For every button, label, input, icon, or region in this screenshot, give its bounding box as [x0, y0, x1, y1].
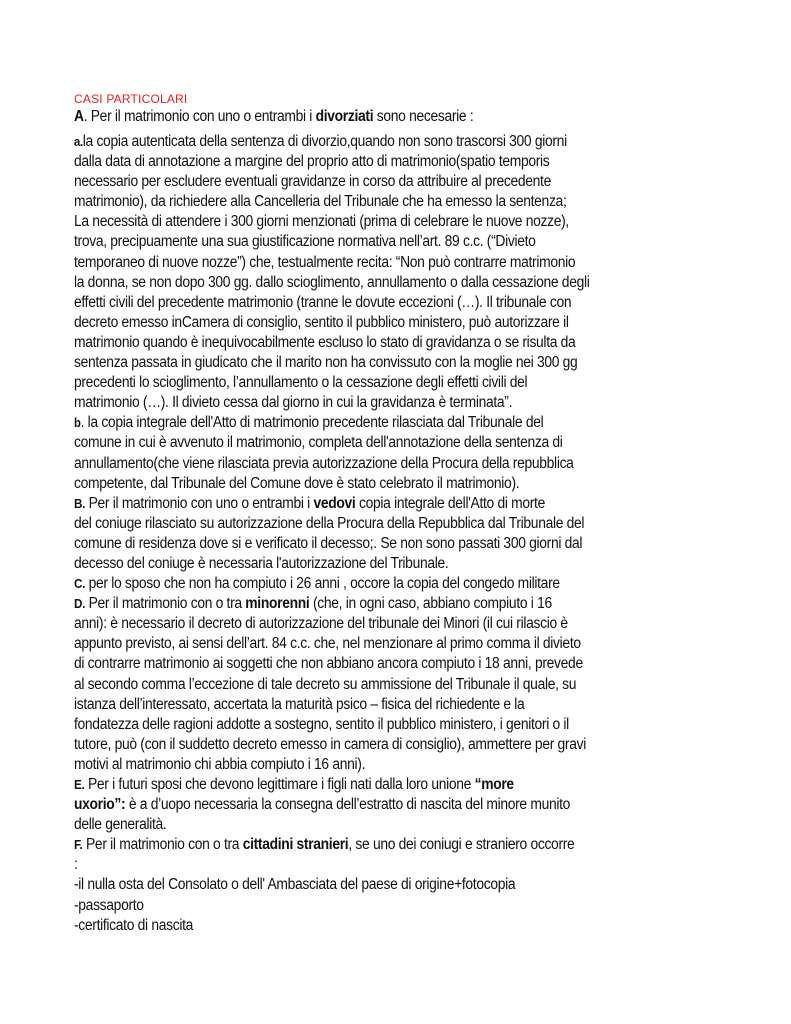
text-line: [74, 594, 704, 614]
text-span: comune di residenza dove si e verificato il decesso;. Se non sono passati 300 giorni dal: [74, 534, 583, 552]
text-span: trova, precipuamente una sua giustificazione normativa nell’art. 89 c.c. (“Divieto: [74, 233, 536, 251]
text-span: motivi al matrimonio chi abbia compiuto i 16 anni).: [74, 755, 366, 773]
text-span: matrimonio (…). Il divieto cessa dal giorno in cui la gravidanza è terminata”.: [74, 394, 513, 412]
text-span: Per il matrimonio con o tra: [85, 595, 246, 613]
text-line: [74, 875, 704, 895]
text-span: D.: [74, 596, 86, 612]
text-span: del coniuge rilasciato su autorizzazione della Procura della Repubblica dal Tribunale del: [74, 514, 585, 532]
text-line: [74, 132, 704, 152]
text-line: [74, 835, 704, 855]
text-line: [74, 554, 704, 574]
text-line: [74, 253, 704, 273]
text-line: [74, 896, 704, 916]
text-span: b: [74, 416, 81, 431]
text-line: [74, 574, 704, 594]
section-heading: CASI PARTICOLARI: [74, 92, 188, 106]
text-line: [74, 514, 704, 534]
text-span: La necessità di attendere i 300 giorni menzionati (prima di celebrare le nuove nozze),: [74, 213, 569, 231]
text-line: [74, 232, 704, 252]
text-span: necessario per escludere eventuali gravidanze in corso da attribuire al precedente: [74, 173, 551, 191]
text-span: . Per il matrimonio con uno o entrambi i: [83, 108, 316, 125]
text-line: [74, 795, 704, 815]
text-span: Per il matrimonio con uno o entrambi i: [85, 494, 314, 512]
text-line: [74, 353, 704, 373]
text-span: “more: [474, 776, 514, 793]
body-text: [74, 106, 774, 936]
text-span: sono necesarie :: [373, 108, 474, 125]
text-line: [74, 755, 704, 775]
text-span: minorenni: [245, 595, 310, 613]
text-line: [74, 695, 704, 715]
text-span: competente, dal Tribunale del Comune dove è stato celebrato il matrimonio).: [74, 474, 520, 492]
text-line: [74, 393, 704, 413]
text-span: delle generalità.: [74, 816, 167, 834]
text-span: C.: [74, 576, 86, 592]
text-line: [74, 735, 704, 755]
text-line: [74, 373, 704, 393]
text-span: decreto emesso inCamera di consiglio, sentito il pubblico ministero, può autorizzare il: [74, 313, 569, 331]
text-line: [74, 634, 704, 654]
text-line: [74, 433, 704, 453]
text-span: dalla data di annotazione a margine del proprio atto di matrimonio(spatio temporis: [74, 153, 550, 171]
text-span: A: [74, 108, 84, 125]
text-line: [74, 654, 704, 674]
text-span: vedovi: [313, 494, 356, 512]
text-span: copia integrale dell'Atto di morte: [355, 494, 545, 512]
text-span: matrimonio), da richiedere alla Cancelleria del Tribunale che ha emesso la sentenza;: [74, 193, 567, 211]
text-span: decesso del coniuge è necessaria l'autorizzazione del Tribunale.: [74, 554, 449, 572]
text-span: di contrarre matrimonio ai soggetti che non abbiano ancora compiuto i 18 anni, prevede: [74, 655, 583, 673]
text-line: [74, 855, 704, 875]
text-line: [74, 212, 704, 232]
text-span: fondatezza delle ragioni addotte a sostegno, sentito il pubblico ministero, i genitori o il: [74, 715, 569, 733]
text-line: [74, 675, 704, 695]
text-line: [74, 474, 704, 494]
text-span: , se uno dei coniugi e straniero occorre: [348, 836, 575, 854]
text-span: la donna, se non dopo 300 gg. dallo scioglimento, annullamento o dalla cessazione degli: [74, 273, 590, 291]
text-span: la copia autenticata della sentenza di divorzio,quando non sono trascorsi 300 giorni: [82, 133, 567, 150]
text-span: a.: [74, 135, 83, 149]
text-span: Per il matrimonio con o tra: [82, 836, 243, 854]
text-span: per lo sposo che non ha compiuto i 26 anni , occore la copia del congedo militare: [85, 575, 560, 593]
text-span: effetti civili del precedente matrimonio (tranne le dovute eccezioni (…). Il tribunale con: [74, 293, 572, 311]
text-span: istanza dell’interessato, accertata la maturità psico – fisica del richiedente e la: [74, 695, 525, 713]
text-line: [74, 172, 704, 192]
text-span: temporaneo di nuove nozze”) che, testualmente recita: “Non può contrarre matrimonio: [74, 253, 576, 271]
text-span: -certificato di nascita: [74, 916, 194, 934]
text-span: -passaporto: [74, 896, 144, 914]
text-line: [74, 614, 704, 634]
text-line: [74, 534, 704, 554]
text-span: precedenti lo scioglimento, l’annullamento o la cessazione degli effetti civili del: [74, 374, 528, 392]
text-span: appunto previsto, ai sensi dell’art. 84 c.c. che, nel menzionare al primo comma il divieto: [74, 635, 581, 653]
text-span: uxorio”:: [74, 796, 126, 814]
text-line: [74, 313, 704, 333]
text-line: [74, 494, 704, 514]
text-line: [74, 333, 704, 353]
text-span: sentenza passata in giudicato che il marito non ha convissuto con la moglie nei 300 gg: [74, 354, 578, 372]
text-span: F.: [74, 837, 83, 853]
document-body: [74, 92, 774, 936]
text-line: [74, 775, 704, 795]
text-line: [74, 293, 704, 313]
text-line: [74, 815, 704, 835]
text-span: annullamento(che viene rilasciata previa autorizzazione della Procura della repubblica: [74, 454, 574, 472]
text-span: B.: [74, 495, 86, 511]
text-span: comune in cui è avvenuto il matrimonio, completa dell'annotazione della sentenza di: [74, 434, 563, 452]
text-line: [74, 454, 704, 474]
text-span: . la copia integrale dell'Atto di matrimonio precedente rilasciata dal Tribunale del: [80, 414, 544, 432]
text-line: [74, 106, 704, 128]
text-span: anni): è necessario il decreto di autorizzazione del tribunale dei Minori (il cui rilascio è: [74, 615, 568, 633]
text-line: [74, 413, 704, 433]
text-line: [74, 715, 704, 735]
text-span: divorziati: [315, 108, 374, 125]
text-span: tutore, può (con il suddetto decreto emesso in camera di consiglio), ammettere per gravi: [74, 735, 586, 753]
text-line: [74, 916, 704, 936]
text-line: [74, 192, 704, 212]
text-line: [74, 152, 704, 172]
text-span: è a d’uopo necessaria la consegna dell’estratto di nascita del minore munito: [125, 796, 571, 814]
text-span: E.: [74, 777, 85, 792]
text-span: -il nulla osta del Consolato o dell' Ambasciata del paese di origine+fotocopia: [74, 876, 516, 894]
text-span: cittadini stranieri: [242, 836, 349, 854]
text-span: Per i futuri sposi che devono legittimare i figli nati dalla loro unione: [84, 776, 475, 793]
text-span: al secondo comma l’eccezione di tale decreto su ammissione del Tribunale il quale, su: [74, 675, 577, 693]
text-span: matrimonio quando è inequivocabilmente escluso lo stato di gravidanza o se risulta da: [74, 333, 576, 351]
text-span: :: [74, 856, 78, 874]
text-span: (che, in ogni caso, abbiano compiuto i 16: [309, 595, 552, 613]
text-line: [74, 273, 704, 293]
